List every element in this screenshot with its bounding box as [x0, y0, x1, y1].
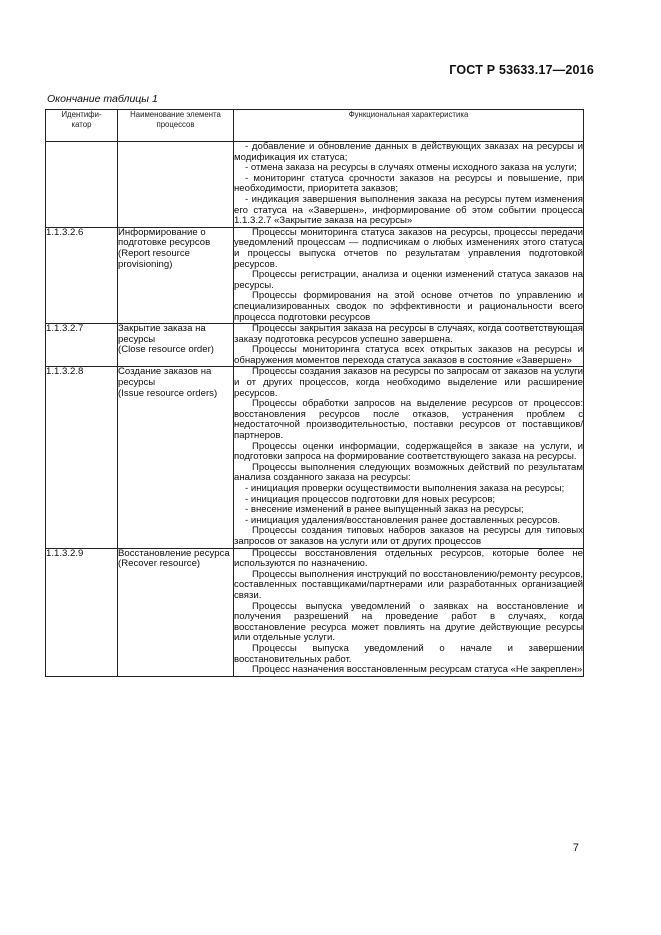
description-paragraph: Процессы создания заказов на ресурсы по запросам от заказов на услуги и от других процессов, когда необходимо выделение или расширение ресурсов.	[234, 366, 583, 399]
description-paragraph: Процессы выпуска уведомлений о начале и завершении восстановительных работ.	[234, 642, 583, 665]
row-description	[234, 367, 584, 548]
description-bullet: - мониторинг статуса срочности заказов на ресурсы и повышение, при необходимости, приоритета заказов;	[234, 172, 583, 195]
description-bullet: - инициация удаления/восстановления ранее доставленных ресурсов.	[245, 514, 561, 526]
row-element-name	[118, 227, 234, 323]
row-element-name	[118, 142, 234, 228]
description-paragraph: Процессы выпуска уведомлений о заявках на восстановление и получения разрешений на проведение работ в случаях, когда восстановление ресурса может повлиять на другие действующие ресурсы или отдельные услуги.	[234, 600, 583, 644]
table-row	[46, 227, 584, 323]
row-identifier: 1.1.3.2.7	[46, 324, 118, 367]
header-name: Наименование элемента процессов	[118, 110, 234, 142]
description-paragraph: Процессы обработки запросов на выделение ресурсов от процессов: восстановления ресурсов после отказов, устранения проблем с недостаточной производительностью, поставки ресурсов от поставщиков/партнеров.	[234, 398, 583, 442]
description-paragraph: Процессы мониторинга статуса всех открытых заказов на ресурсы и обнаружения моментов перехода статуса заказов в состояние «Завершен»	[234, 344, 583, 366]
description-paragraph: Процессы выполнения инструкций по восстановлению/ремонту ресурсов, составленных поставщиками/партнерами или разработанных организацией связи.	[234, 568, 583, 601]
description-bullet: - отмена заказа на ресурсы в случаях отмены исходного заказа на услуги;	[245, 162, 577, 174]
table-header-row	[46, 110, 584, 142]
description-paragraph: Процессы выполнения следующих возможных действий по результатам анализа созданного заказа на ресурсы:	[234, 461, 583, 484]
description-bullet: - внесение изменений в ранее выпущенный заказ на ресурсы;	[245, 504, 524, 516]
element-name-ru: Создание заказов на ресурсы	[118, 366, 212, 389]
table-row	[46, 367, 584, 548]
description-paragraph: Процесс назначения восстановленным ресурсам статуса «Не закреплен»	[252, 664, 583, 676]
row-description	[234, 548, 584, 676]
header-id: Идентифи- катор	[46, 110, 118, 142]
table-caption: Окончание таблицы 1	[47, 93, 158, 105]
row-element-name	[118, 324, 234, 367]
process-table	[45, 109, 584, 677]
description-bullet: - индикация завершения выполнения заказа на ресурсы путем изменения его статуса на «Завершен», информирование об этом событии процесса 1.1.3.2.7 «Закрытие заказа на ресурсы»	[234, 193, 583, 227]
description-bullet: - инициация процессов подготовки для новых ресурсов;	[245, 493, 496, 505]
header-description: Функциональная характеристика	[234, 110, 584, 142]
row-identifier: 1.1.3.2.6	[46, 227, 118, 323]
element-name-ru: Закрытие заказа на ресурсы	[118, 323, 206, 345]
description-bullet: - инициация проверки осуществимости выполнения заказа на ресурсы;	[245, 483, 565, 494]
table-row	[46, 324, 584, 367]
element-name-en: (Close resource order)	[118, 344, 214, 356]
table-row	[46, 548, 584, 676]
description-paragraph: Процессы создания типовых наборов заказов на ресурсы для типовых запросов от заказов на услуги или от других процессов	[234, 525, 583, 547]
row-identifier: 1.1.3.2.9	[46, 548, 118, 676]
description-paragraph: Процессы формирования на этой основе отчетов по управлению и специализированных сводок по эффективности и рациональности всего процесса подготовки ресурсов	[234, 290, 583, 323]
row-element-name	[118, 367, 234, 548]
row-element-name	[118, 548, 234, 676]
element-name-en: (Recover resource)	[118, 558, 201, 570]
description-paragraph: Процессы регистрации, анализа и оценки изменений статуса заказов на ресурсы.	[234, 269, 583, 291]
description-paragraph: Процессы восстановления отдельных ресурсов, которые более не используются по назначению.	[234, 547, 583, 570]
description-paragraph: Процессы мониторинга статуса заказов на ресурсы, процессы передачи уведомлений процессам — подписчикам о любых изменениях этого статуса и процессы выпуска отчетов по результатам управления подготовкой ресурсов.	[234, 226, 583, 270]
document-code: ГОСТ Р 53633.17—2016	[449, 63, 594, 77]
element-name-ru: Восстановление ресурса	[118, 547, 230, 559]
description-paragraph: Процессы оценки информации, содержащейся в заказе на услуги, и подготовки запроса на формирование соответствующего заказа на ресурсы.	[234, 440, 583, 463]
element-name-ru: Информирование о подготовке ресурсов	[118, 226, 211, 249]
table-row	[46, 142, 584, 228]
description-bullet: - добавление и обновление данных в действующих заказах на ресурсы и модификация их статуса;	[234, 141, 583, 163]
element-name-en: (Issue resource orders)	[118, 387, 218, 399]
page-number: 7	[572, 842, 579, 854]
row-identifier	[46, 142, 118, 228]
element-name-en: (Report resource provisioning)	[118, 247, 190, 270]
row-description	[234, 142, 584, 228]
description-paragraph: Процессы закрытия заказа на ресурсы в случаях, когда соответствующая заказу подготовка ресурсов успешно завершена.	[234, 323, 583, 345]
row-description	[234, 227, 584, 323]
row-description	[234, 324, 584, 367]
row-identifier: 1.1.3.2.8	[46, 367, 118, 548]
